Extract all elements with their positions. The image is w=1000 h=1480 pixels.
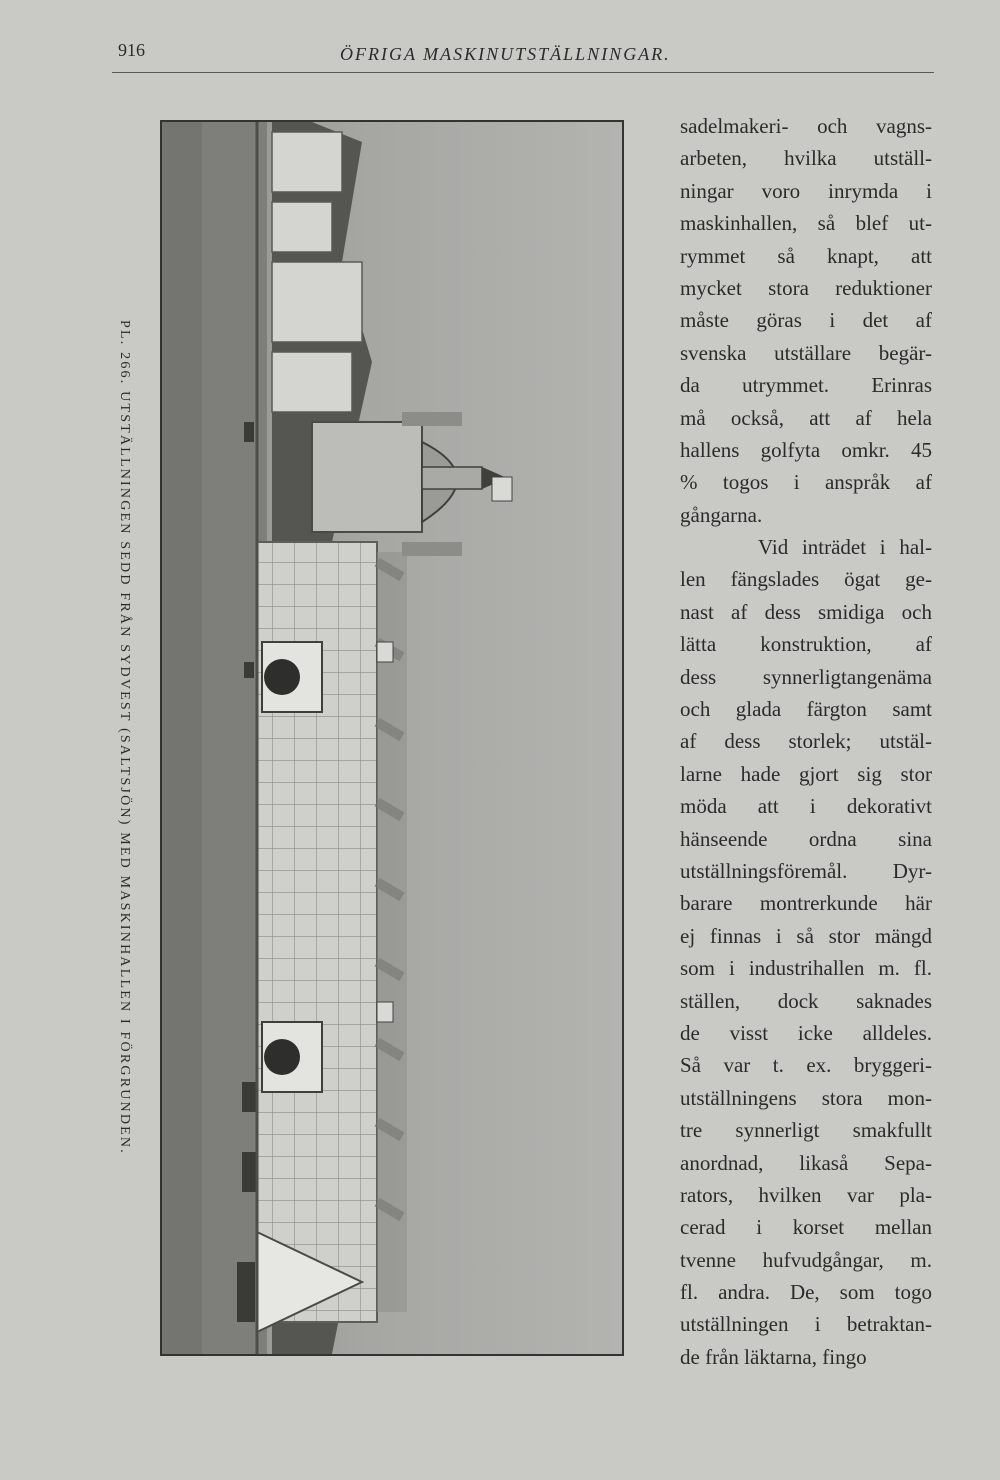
body-text-column [680, 110, 932, 1373]
body-text-line: de från läktarna, fingo [680, 1344, 867, 1369]
body-text-line: fl. andra. De, som togo [680, 1280, 932, 1305]
body-text-line: gångarna. [680, 502, 763, 527]
body-text-line: len fängslades ögat ge- [680, 567, 932, 592]
page-number: 916 [118, 40, 145, 60]
body-text-line: maskinhallen, så blef ut- [680, 211, 932, 236]
body-text-line: arbeten, hvilka utställ- [680, 146, 932, 171]
body-text-line: ställen, dock saknades [680, 988, 932, 1013]
body-text-line: % togos i anspråk af [680, 470, 932, 495]
body-text-line: mycket stora reduktioner [680, 275, 932, 300]
body-text-line: larne hade gjort sig stor [680, 761, 932, 786]
body-text-line: af dess storlek; utstäl- [680, 729, 932, 754]
body-text-line: som i industrihallen m. fl. [680, 956, 932, 981]
body-text-line: Så var t. ex. bryggeri- [680, 1053, 932, 1078]
body-text-line: må också, att af hela [680, 405, 932, 430]
exhibition-photograph [160, 120, 624, 1356]
plate-caption-box [112, 320, 136, 1160]
body-text-line: Vid inträdet i hal- [758, 535, 932, 560]
body-text-line: rymmet så knapt, att [680, 243, 932, 268]
body-text-line: cerad i korset mellan [680, 1215, 932, 1240]
body-text-line: möda att i dekorativt [680, 794, 932, 819]
body-text-line: nast af dess smidiga och [680, 599, 932, 624]
body-text-line: svenska utställare begär- [680, 340, 932, 365]
body-text-line: hallens golfyta omkr. 45 [680, 437, 932, 462]
plate-caption: PL. 266. UTSTÄLLNINGEN SEDD FRÅN SYDVEST (SALTSJÖN) MED MASKINHALLEN I FÖRGRUNDEN. [117, 320, 132, 1155]
header-rule [112, 72, 934, 73]
body-text-line: lätta konstruktion, af [680, 632, 932, 657]
body-text-line: ningar voro inrymda i [680, 178, 932, 203]
body-text-line: rators, hvilken var pla- [680, 1182, 932, 1207]
body-text-line: utställningens stora mon- [680, 1085, 932, 1110]
body-text-line: hänseende ordna sina [680, 826, 932, 851]
running-head: ÖFRIGA MASKINUTSTÄLLNINGAR. [340, 44, 671, 64]
body-text-line: utställningen i betraktan- [680, 1312, 932, 1337]
photograph-illustration [162, 122, 622, 1354]
body-text-line: måste göras i det af [680, 308, 932, 333]
body-text-line: tre synnerligt smakfullt [680, 1118, 932, 1143]
body-text-line: och glada färgton samt [680, 697, 932, 722]
body-text-line: ej finnas i så stor mängd [680, 923, 932, 948]
body-text-line: anordnad, likaså Sepa- [680, 1150, 932, 1175]
body-text-line: da utrymmet. Erinras [680, 373, 932, 398]
body-text-line: de visst icke alldeles. [680, 1020, 932, 1045]
body-text-line: sadelmakeri- och vagns- [680, 114, 932, 138]
body-text-line: utställningsföremål. Dyr- [680, 858, 932, 883]
body-text-line: dess synnerligtangenäma [680, 664, 932, 689]
body-text-line: tvenne hufvudgångar, m. [680, 1247, 932, 1272]
body-text-line: barare montrerkunde här [680, 891, 932, 916]
